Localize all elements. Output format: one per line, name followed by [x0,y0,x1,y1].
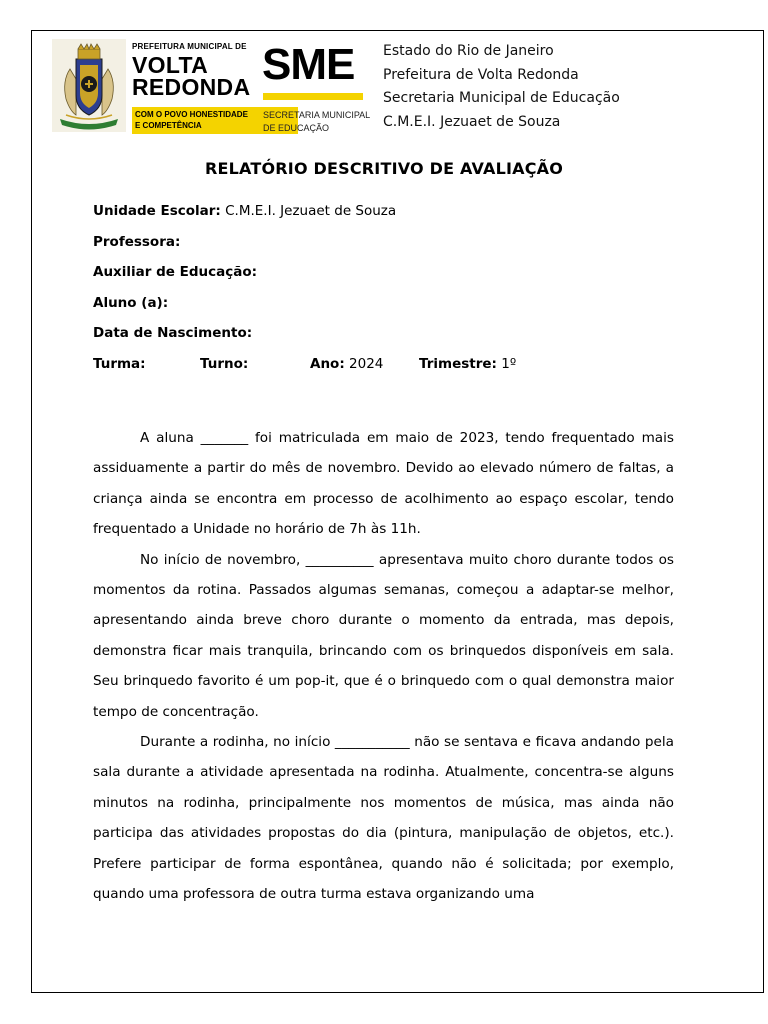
field-trimestre [419,356,516,372]
prefeitura-label: PREFEITURA MUNICIPAL DE [132,42,247,51]
unidade-label: Unidade Escolar: [93,203,221,219]
slogan-line1: COM O POVO HONESTIDADE [135,110,248,119]
sme-logo [262,40,371,133]
slogan-line2: E COMPETÊNCIA [135,121,202,130]
sme-acronym: SME [262,40,355,89]
ano-value: 2024 [349,356,384,372]
report-body [93,423,674,910]
professora-label: Professora: [93,234,181,250]
letterhead [52,38,692,134]
unidade-value: C.M.E.I. Jezuaet de Souza [225,203,397,219]
field-turno [200,356,248,372]
institution-line-secretaria: Secretaria Municipal de Educação [383,90,620,106]
nascimento-label: Data de Nascimento: [93,325,253,341]
sme-yellow-bar [263,93,363,100]
field-aluno [93,295,168,311]
field-ano [310,356,383,372]
institution-line-school: C.M.E.I. Jezuaet de Souza [383,113,561,130]
field-unidade [93,203,396,219]
field-nascimento [93,325,252,341]
aluno-label: Aluno (a): [93,295,169,311]
institution-line-prefeitura: Prefeitura de Volta Redonda [383,66,579,83]
field-professora [93,234,180,250]
sme-subtitle-line2: DE EDUCAÇÃO [263,123,330,133]
document-title: RELATÓRIO DESCRITIVO DE AVALIAÇÃO [204,159,564,178]
sme-subtitle-line1: SECRETARIA MUNICIPAL [263,110,371,120]
city-crest-icon [52,39,126,132]
ano-label: Ano: [310,356,345,372]
auxiliar-label: Auxiliar de Educação: [93,264,258,280]
trimestre-label: Trimestre: [419,356,497,372]
institution-lines [383,40,683,134]
city-name-line2: REDONDA [132,74,251,100]
field-auxiliar [93,264,257,280]
field-turma [93,356,146,372]
paragraph-2: No início de novembro, __________ apresentava muito choro durante todos os momentos da rotina. Passados algumas semanas, começou a adaptar-se melhor, apresentando ainda breve choro durante o momento da entrada, mas depois, demonstra ficar mais tranquila, brincando com os brinquedos disponíveis em sala. Seu brinquedo favorito é um pop-it, que é o brinquedo com o qual demonstra maior tempo de concentração. [93,551,674,720]
paragraph-1: A aluna _______ foi matriculada em maio de 2023, tendo frequentado mais assiduamente a partir do mês de novembro. Devido ao elevado número de faltas, a criança ainda se encontra em processo de acolhimento ao espaço escolar, tendo frequentado a Unidade no horário de 7h às 11h. [93,430,674,538]
turno-label: Turno: [200,356,249,372]
paragraph-3: Durante a rodinha, no início ___________ não se sentava e ficava andando pela sala durante a atividade apresentada na rodinha. Atualmente, concentra-se alguns minutos na rodinha, principalmente nos momentos de música, mas ainda não participa das atividades propostas do dia (pintura, manipulação de objetos, etc.). Prefere participar de forma espontânea, quando não é solicitada; por exemplo, quando uma professora de outra turma estava organizando uma [93,734,674,903]
city-name-line1: VOLTA [132,52,209,78]
turma-label: Turma: [93,356,146,372]
trimestre-value: 1º [501,356,517,372]
institution-line-state: Estado do Rio de Janeiro [383,43,554,59]
